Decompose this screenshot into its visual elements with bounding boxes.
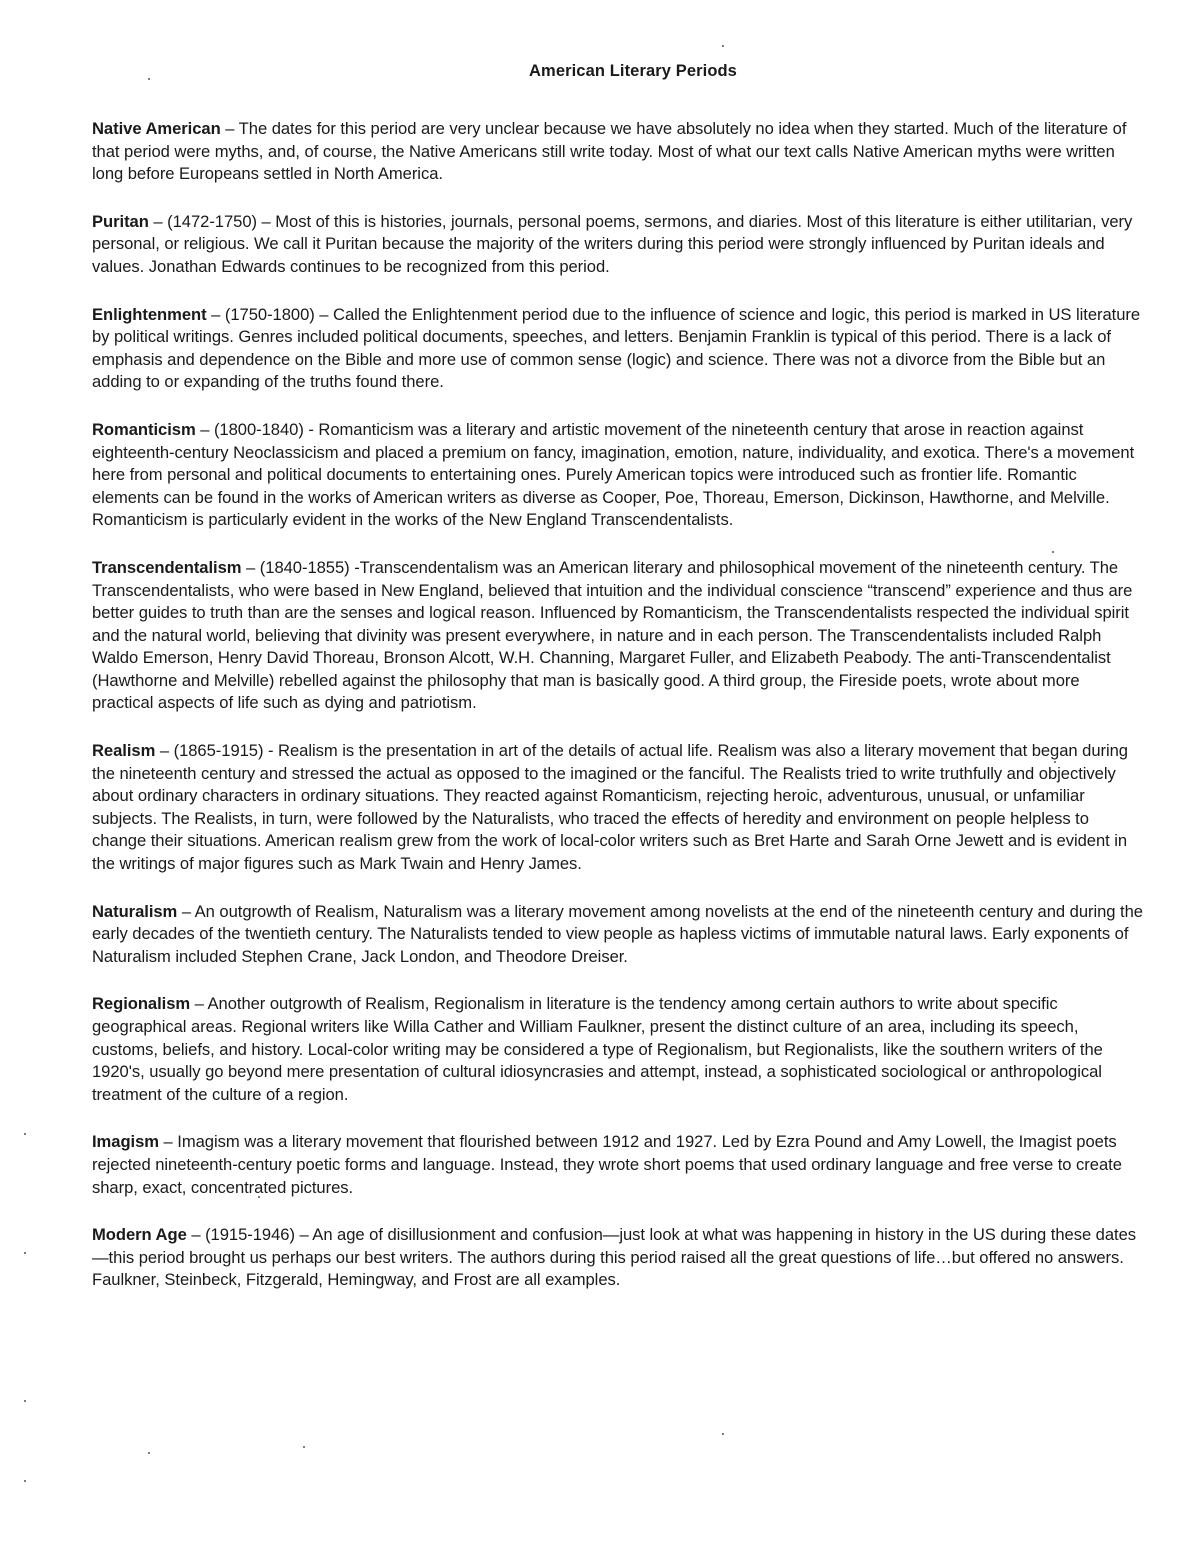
period-description: – Another outgrowth of Realism, Regionalism in literature is the tendency among certain authors to write about specific geographical areas. Regional writers like Willa Cather and William Faulkner, present the distinct culture of an area, including its speech, customs, beliefs, and history. Local-color writing may be considered a type of Regionalism, but Regionalists, like the southern writers of the 1920's, usually go beyond mere presentation of cultural idiosyncrasies and attempt, instead, a sophisticated sociological or anthropological treatment of the culture of a region. bbox=[92, 994, 1103, 1104]
period-entry-romanticism bbox=[92, 419, 1144, 532]
period-entry-native-american bbox=[92, 118, 1144, 186]
period-term: Puritan bbox=[92, 211, 149, 231]
scan-speck bbox=[24, 1133, 26, 1135]
period-term: Naturalism bbox=[92, 901, 178, 921]
period-entry-enlightenment bbox=[92, 304, 1144, 394]
period-description: – (1472-1750) – Most of this is histories, journals, personal poems, sermons, and diaries. Most of this literature is either utilitarian, very personal, or religious. We call it Puritan because the majority of the writers during this period were strongly influenced by Puritan ideals and values. Jonathan Edwards continues to be recognized from this period. bbox=[92, 211, 1133, 276]
period-description: – (1840-1855) -Transcendentalism was an American literary and philosophical movement of the nineteenth century. The Transcendentalists, who were based in New England, believed that intuition and the individual conscience “transcend” experience and thus are better guides to truth than are the senses and logical reason. Influenced by Romanticism, the Transcendentalists respected the individual spirit and the natural world, believing that divinity was present everywhere, in nature and in each person. The Transcendentalists included Ralph Waldo Emerson, Henry David Thoreau, Bronson Alcott, W.H. Channing, Margaret Fuller, and Elizabeth Peabody. The anti-Transcendentalist (Hawthorne and Melville) rebelled against the philosophy that man is basically good. A third group, the Fireside poets, wrote about more practical aspects of life such as dying and patriotism. bbox=[92, 557, 1133, 713]
period-entry-imagism bbox=[92, 1131, 1144, 1199]
scan-speck bbox=[24, 1480, 26, 1482]
page-title: American Literary Periods bbox=[529, 62, 737, 80]
scan-speck bbox=[722, 1433, 724, 1435]
period-entry-puritan bbox=[92, 211, 1144, 279]
period-description: – (1750-1800) – Called the Enlightenment period due to the influence of science and logic, this period is marked in US literature by political writings. Genres included political documents, speeches, and letters. Benjamin Franklin is typical of this period. There is a lack of emphasis and dependence on the Bible and more use of common sense (logic) and science. There was not a divorce from the Bible but an adding to or expanding of the truths found there. bbox=[92, 304, 1141, 392]
period-term: Enlightenment bbox=[92, 304, 207, 324]
period-term: Realism bbox=[92, 741, 156, 761]
scan-speck bbox=[148, 1452, 150, 1454]
scan-speck bbox=[24, 1252, 26, 1254]
period-entry-regionalism bbox=[92, 993, 1144, 1106]
period-term: Transcendentalism bbox=[92, 557, 242, 577]
period-term: Modern Age bbox=[92, 1225, 187, 1245]
period-entry-transcendentalism bbox=[92, 557, 1144, 715]
document-page bbox=[92, 62, 1144, 1317]
period-description: – The dates for this period are very unclear because we have absolutely no idea when they started. Much of the literature of that period were myths, and, of course, the Native Americans still write today. Most of what our text calls Native American myths were written long before Europeans settled in North America. bbox=[92, 119, 1127, 184]
period-entry-realism bbox=[92, 740, 1144, 876]
period-entry-naturalism bbox=[92, 901, 1144, 969]
scan-speck bbox=[24, 1400, 26, 1402]
period-description: – An outgrowth of Realism, Naturalism was a literary movement among novelists at the end of the nineteenth century and during the early decades of the twentieth century. The Naturalists tended to view people as hapless victims of immutable natural laws. Early exponents of Naturalism included Stephen Crane, Jack London, and Theodore Dreiser. bbox=[92, 901, 1143, 966]
scan-speck bbox=[303, 1446, 305, 1448]
period-description: – (1915-1946) – An age of disillusionment and confusion—just look at what was happening in history in the US during these dates—this period brought us perhaps our best writers. The authors during this period raised all the great questions of life…but offered no answers. Faulkner, Steinbeck, Fitzgerald, Hemingway, and Frost are all examples. bbox=[92, 1225, 1137, 1290]
period-description: – (1800-1840) - Romanticism was a literary and artistic movement of the nineteenth century that arose in reaction against eighteenth-century Neoclassicism and placed a premium on fancy, imagination, emotion, nature, individuality, and exotica. There's a movement here from personal and political documents to entertaining ones. Purely American topics were introduced such as frontier life. Romantic elements can be found in the works of American writers as diverse as Cooper, Poe, Thoreau, Emerson, Dickinson, Hawthorne, and Melville. Romanticism is particularly evident in the works of the New England Transcendentalists. bbox=[92, 419, 1135, 530]
period-entry-modern-age bbox=[92, 1224, 1144, 1292]
period-description: – Imagism was a literary movement that flourished between 1912 and 1927. Led by Ezra Pound and Amy Lowell, the Imagist poets rejected nineteenth-century poetic forms and language. Instead, they wrote short poems that used ordinary language and free verse to create sharp, exact, concentrated pictures. bbox=[92, 1132, 1122, 1197]
period-term: Native American bbox=[92, 119, 221, 138]
period-term: Romanticism bbox=[92, 419, 196, 439]
period-term: Regionalism bbox=[92, 994, 191, 1014]
period-term: Imagism bbox=[92, 1132, 159, 1152]
period-description: – (1865-1915) - Realism is the presentation in art of the details of actual life. Realism was also a literary movement that began during the nineteenth century and stressed the actual as opposed to the imagined or the fanciful. The Realists tried to write truthfully and objectively about ordinary characters in ordinary situations. They reacted against Romanticism, rejecting heroic, adventurous, unusual, or unfamiliar subjects. The Realists, in turn, were followed by the Naturalists, who traced the effects of heredity and environment on people helpless to change their situations. American realism grew from the work of local-color writers such as Bret Harte and Sarah Orne Jewett and is evident in the writings of major figures such as Mark Twain and Henry James. bbox=[92, 741, 1128, 874]
scan-speck bbox=[722, 45, 724, 47]
